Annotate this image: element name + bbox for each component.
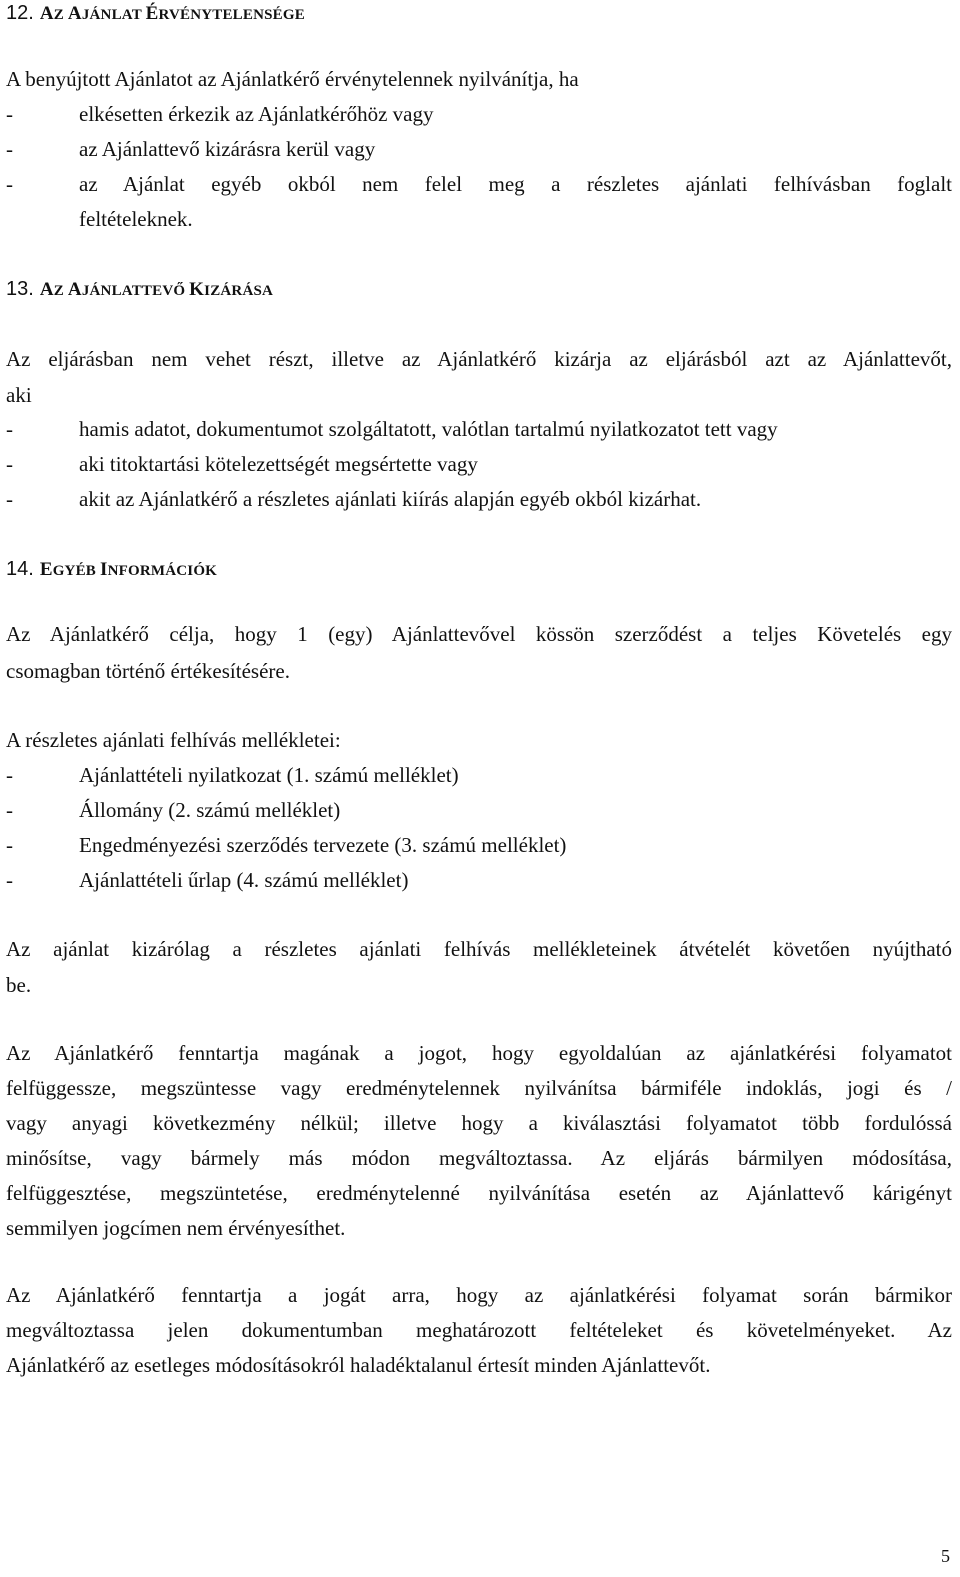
- section-number: 13.: [6, 278, 34, 300]
- paragraph-line: Az Ajánlatkérő célja, hogy 1 (egy) Ajánlattevővel kössön szerződést a teljes Követelés egy: [6, 622, 952, 646]
- section-title: EGYÉB INFORMÁCIÓK: [39, 559, 218, 580]
- paragraph-line: semmilyen jogcímen nem érvényesíthet.: [6, 1216, 346, 1240]
- paragraph-line: Az Ajánlatkérő fenntartja magának a jogot, hogy egyoldalúan az ajánlatkérési folyamatot: [6, 1041, 952, 1065]
- paragraph-line: minősítse, vagy bármely más módon megváltoztassa. Az eljárás bármilyen módosítása,: [6, 1146, 952, 1170]
- section-number: 14.: [6, 558, 34, 580]
- section-13-heading: [6, 276, 273, 303]
- paragraph-line: Az ajánlat kizárólag a részletes ajánlati felhívás mellékleteinek átvételét követően nyújtható: [6, 937, 952, 961]
- paragraph-line: Ajánlatkérő az esetleges módosításokról haladéktalanul értesít minden Ajánlattevőt.: [6, 1353, 711, 1377]
- page-number: 5: [941, 1546, 950, 1566]
- paragraph-line: vagy anyagi következmény nélkül; illetve hogy a kiválasztási folyamatot több fordulóssá: [6, 1111, 952, 1135]
- section-title: AZ AJÁNLAT ÉRVÉNYTELENSÉGE: [39, 3, 305, 24]
- paragraph-line: csomagban történő értékesítésére.: [6, 659, 290, 683]
- paragraph-line: Az Ajánlatkérő fenntartja a jogát arra, hogy az ajánlatkérési folyamat során bármikor: [6, 1283, 952, 1307]
- list-item-continuation: feltételeknek.: [79, 207, 193, 231]
- section-13-intro-line: Az eljárásban nem vehet részt, illetve az Ajánlatkérő kizárja az eljárásból azt az Ajánlattevőt,: [6, 347, 952, 371]
- paragraph-line: felfüggesztése, megszüntetése, eredménytelenné nyilvánítása esetén az Ajánlattevő kárigényt: [6, 1181, 952, 1205]
- section-14-heading: [6, 556, 217, 583]
- section-13-intro-line: aki: [6, 383, 32, 407]
- paragraph-line: be.: [6, 973, 32, 997]
- section-number: 12.: [6, 2, 34, 24]
- annex-intro: A részletes ajánlati felhívás mellékletei:: [6, 728, 341, 752]
- paragraph-line: felfüggessze, megszüntesse vagy eredménytelennek nyilvánítsa bármiféle indoklás, jogi és /: [6, 1076, 952, 1100]
- section-12-heading: [6, 0, 305, 27]
- section-title: AZ AJÁNLATTEVŐ KIZÁRÁSA: [39, 279, 274, 300]
- section-12-intro: A benyújtott Ajánlatot az Ajánlatkérő érvénytelennek nyilvánítja, ha: [6, 67, 579, 91]
- paragraph-line: megváltoztassa jelen dokumentumban meghatározott feltételeket és követelményeket. Az: [6, 1318, 952, 1342]
